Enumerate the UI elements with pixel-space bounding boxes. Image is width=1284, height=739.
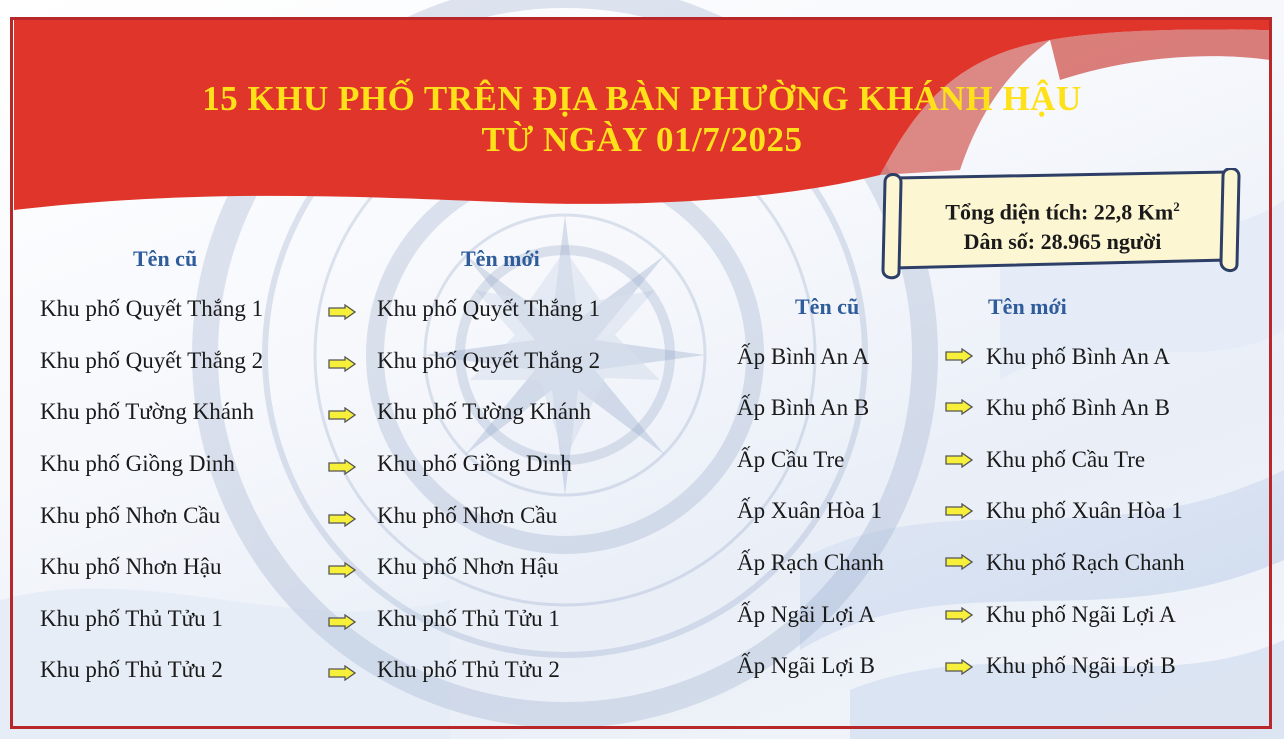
left-old-header: Tên cũ xyxy=(133,246,198,271)
left-new-name: Khu phố Giồng Dinh xyxy=(377,451,572,476)
left-new-name: Khu phố Nhơn Cầu xyxy=(377,503,558,528)
right-arrow-icon xyxy=(328,356,356,372)
left-old-name: Khu phố Giồng Dinh xyxy=(40,451,235,476)
right-arrow-icon xyxy=(328,665,356,681)
title-line-1: 15 KHU PHỐ TRÊN ĐỊA BÀN PHƯỜNG KHÁNH HẬU xyxy=(202,79,1082,118)
right-old-name: Ấp Ngãi Lợi A xyxy=(737,602,876,627)
total-area: Tổng diện tích: 22,8 Km$^2$ xyxy=(945,199,1180,225)
right-arrow-icon xyxy=(328,511,356,527)
left-old-name: Khu phố Tường Khánh xyxy=(40,399,254,424)
right-old-name: Ấp Rạch Chanh xyxy=(737,550,884,575)
right-new-name: Khu phố Cầu Tre xyxy=(986,447,1146,472)
right-old-name: Ấp Cầu Tre xyxy=(737,447,845,472)
right-arrow-icon xyxy=(328,562,356,578)
left-new-name: Khu phố Quyết Thắng 2 xyxy=(377,348,601,373)
right-new-name: Khu phố Ngãi Lợi B xyxy=(986,653,1176,678)
title-line-2: TỪ NGÀY 01/7/2025 xyxy=(481,120,803,159)
left-new-name: Khu phố Nhơn Hậu xyxy=(377,554,559,579)
right-new-name: Khu phố Xuân Hòa 1 xyxy=(986,498,1183,523)
right-arrow-icon xyxy=(328,304,356,320)
right-arrow-icon xyxy=(945,399,973,415)
left-new-name: Khu phố Tường Khánh xyxy=(377,399,591,424)
info-box xyxy=(900,192,1225,257)
right-old-header: Tên cũ xyxy=(795,294,860,319)
population: Dân số: 28.965 người xyxy=(963,229,1162,255)
right-arrow-icon xyxy=(945,503,973,519)
right-new-name: Khu phố Bình An A xyxy=(986,344,1171,369)
right-arrow-icon xyxy=(945,452,973,468)
right-arrow-icon xyxy=(328,614,356,630)
right-arrow-icon xyxy=(945,348,973,364)
right-new-header: Tên mới xyxy=(988,294,1067,319)
left-old-name: Khu phố Nhơn Hậu xyxy=(40,554,222,579)
right-old-name: Ấp Bình An A xyxy=(737,344,870,369)
right-new-name: Khu phố Bình An B xyxy=(986,395,1171,420)
right-arrow-icon xyxy=(945,554,973,570)
left-old-name: Khu phố Nhơn Cầu xyxy=(40,503,221,528)
left-old-name: Khu phố Quyết Thắng 1 xyxy=(40,296,264,321)
left-old-name: Khu phố Quyết Thắng 2 xyxy=(40,348,264,373)
right-arrow-icon xyxy=(328,459,356,475)
right-old-name: Ấp Xuân Hòa 1 xyxy=(737,498,882,523)
left-old-name: Khu phố Thủ Tửu 2 xyxy=(40,657,223,682)
right-arrow-icon xyxy=(945,607,973,623)
left-old-name: Khu phố Thủ Tửu 1 xyxy=(40,606,223,631)
right-arrow-icon xyxy=(328,407,356,423)
right-new-name: Khu phố Ngãi Lợi A xyxy=(986,602,1176,627)
left-new-name: Khu phố Thủ Tửu 1 xyxy=(377,606,560,631)
right-old-name: Ấp Bình An B xyxy=(737,395,870,420)
right-old-name: Ấp Ngãi Lợi B xyxy=(737,653,876,678)
left-new-name: Khu phố Thủ Tửu 2 xyxy=(377,657,560,682)
right-arrow-icon xyxy=(945,659,973,675)
left-new-name: Khu phố Quyết Thắng 1 xyxy=(377,296,601,321)
right-new-name: Khu phố Rạch Chanh xyxy=(986,550,1185,575)
page-title xyxy=(0,78,1284,160)
left-new-header: Tên mới xyxy=(461,246,540,271)
